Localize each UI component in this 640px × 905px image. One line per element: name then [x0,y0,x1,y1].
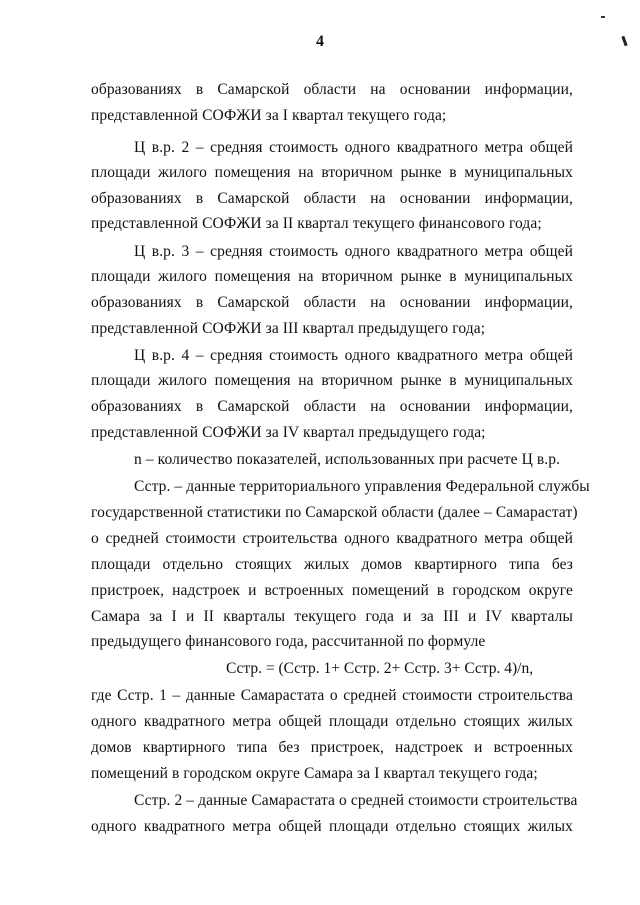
text-line: Самара за I и II кварталы текущего года и за III и IV кварталы [91,608,573,625]
text-line: Ц в.р. 3 – средняя стоимость одного квадратного метра общей [134,243,573,260]
text-line: предыдущего финансового года, рассчитанной по формуле [91,633,486,650]
text-line: Ц в.р. 4 – средняя стоимость одного квадратного метра общей [134,347,573,364]
scan-mark [601,16,605,18]
text-line: площади жилого помещения на вторичном рынке в муниципальных [91,164,573,181]
text-line: о средней стоимости строительства одного квадратного метра общей [91,530,573,547]
text-line: Сстр. 2 – данные Самарастата о средней стоимости строительства [134,792,578,809]
text-line: площади жилого помещения на вторичном рынке в муниципальных [91,372,573,389]
text-line: n – количество показателей, использованных при расчете Ц в.р. [134,451,561,468]
text-line: образованиях в Самарской области на основании информации, [91,294,573,311]
text-line: домов квартирного типа без пристроек, надстроек и встроенных [91,739,573,756]
text-line: представленной СОФЖИ за III квартал предыдущего года; [91,320,486,337]
formula: Сстр. = (Сстр. 1+ Сстр. 2+ Сстр. 3+ Сстр. 4)/n, [226,660,534,677]
page-number: 4 [316,33,324,50]
text-line: пристроек, надстроек и встроенных помещений в городском округе [91,582,573,599]
text-line: помещений в городском округе Самара за I квартал текущего года; [91,765,538,782]
text-line: государственной статистики по Самарской области (далее – Самарастат) [91,504,578,521]
text-line: одного квадратного метра общей площади отдельно стоящих жилых [91,713,573,730]
text-line: представленной СОФЖИ за II квартал текущего финансового года; [91,215,542,232]
text-line: где Сстр. 1 – данные Самарастата о средней стоимости строительства [91,687,573,704]
text-line: представленной СОФЖИ за I квартал текущего года; [91,107,447,124]
text-line: площади отдельно стоящих жилых домов квартирного типа без [91,556,573,573]
text-line: образованиях в Самарской области на основании информации, [91,190,573,207]
text-line: образованиях в Самарской области на основании информации, [91,81,573,98]
text-line: Ц в.р. 2 – средняя стоимость одного квадратного метра общей [134,139,573,156]
text-line: представленной СОФЖИ за IV квартал предыдущего года; [91,424,486,441]
text-line: площади жилого помещения на вторичном рынке в муниципальных [91,268,573,285]
text-line: одного квадратного метра общей площади отдельно стоящих жилых [91,818,573,835]
text-line: Сстр. – данные территориального управления Федеральной службы [134,478,590,495]
text-line: образованиях в Самарской области на основании информации, [91,398,573,415]
